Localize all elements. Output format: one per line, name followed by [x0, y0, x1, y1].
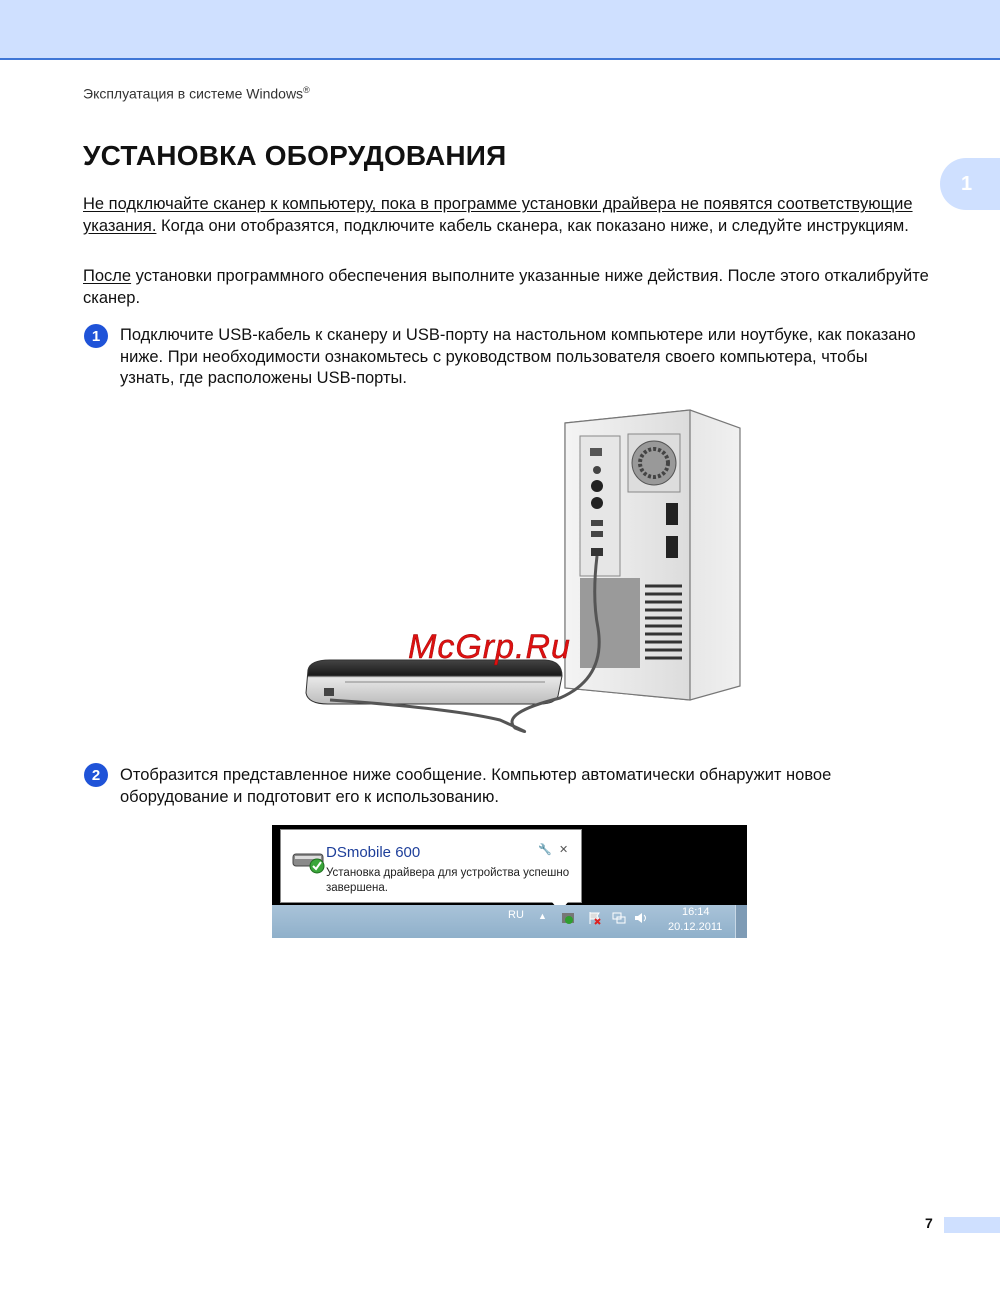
- watermark: McGrp.Ru: [408, 628, 571, 666]
- warning-paragraph: [83, 194, 933, 237]
- network-icon[interactable]: [612, 911, 626, 925]
- notification-message: Установка драйвера для устройства успешно завершена.: [326, 867, 570, 894]
- running-header-text: Эксплуатация в системе Windows: [83, 85, 304, 102]
- device-ready-icon[interactable]: [561, 911, 575, 925]
- step-2-text: Отобразится представленное ниже сообщение. Компьютер автоматически обнаружит новое оборудование и подготовит его к использованию.: [120, 766, 832, 806]
- clock-date[interactable]: 20.12.2011: [668, 921, 723, 933]
- taskbar: [272, 905, 747, 938]
- page-number-tab: [944, 1217, 1000, 1233]
- notification-balloon: [280, 829, 582, 903]
- warning-rest: Когда они отобразятся, подключите кабель сканера, как показано ниже, и следуйте инструкциям.: [156, 216, 909, 235]
- step-2-bullet: 2: [84, 763, 108, 787]
- notification-title: DSmobile 600: [326, 844, 421, 861]
- chapter-tab: [940, 158, 1000, 210]
- registered-mark: ®: [303, 85, 310, 95]
- step-1-bullet: 1: [84, 324, 108, 348]
- page-number: 7: [925, 1215, 933, 1231]
- volume-icon[interactable]: [634, 911, 648, 925]
- computer-tower: [565, 410, 740, 700]
- after-paragraph: [83, 266, 933, 309]
- scanner-connection-illustration: [300, 408, 750, 738]
- action-center-flag-icon[interactable]: [588, 911, 602, 925]
- warning-underlined: Не подключайте сканер к компьютеру, пока в программе установки драйвера не появятся соответствующие указания.: [83, 195, 913, 235]
- options-wrench-icon[interactable]: 🔧: [538, 844, 552, 856]
- close-icon[interactable]: ✕: [559, 844, 569, 856]
- show-desktop-button[interactable]: [735, 905, 747, 938]
- notification-screenshot: [272, 825, 747, 938]
- scanner-device-icon: [291, 846, 327, 876]
- after-rest: установки программного обеспечения выполните указанные ниже действия. После этого откалибруйте сканер.: [83, 267, 929, 307]
- show-hidden-icons-icon[interactable]: ▲: [538, 911, 547, 921]
- after-underlined: После: [83, 267, 132, 285]
- top-band: [0, 0, 1000, 60]
- language-indicator[interactable]: RU: [508, 909, 524, 921]
- page-title: УСТАНОВКА ОБОРУДОВАНИЯ: [83, 140, 507, 171]
- running-header: [83, 85, 310, 102]
- chapter-number: 1: [961, 172, 973, 195]
- clock-time[interactable]: 16:14: [682, 906, 710, 918]
- step-1-text: Подключите USB-кабель к сканеру и USB-порту на настольном компьютере или ноутбуке, как показано ниже. При необходимости ознакомьтесь с руководством пользователя своего компьютера, чтобы узнать, где расположены USB-порты.: [120, 326, 916, 387]
